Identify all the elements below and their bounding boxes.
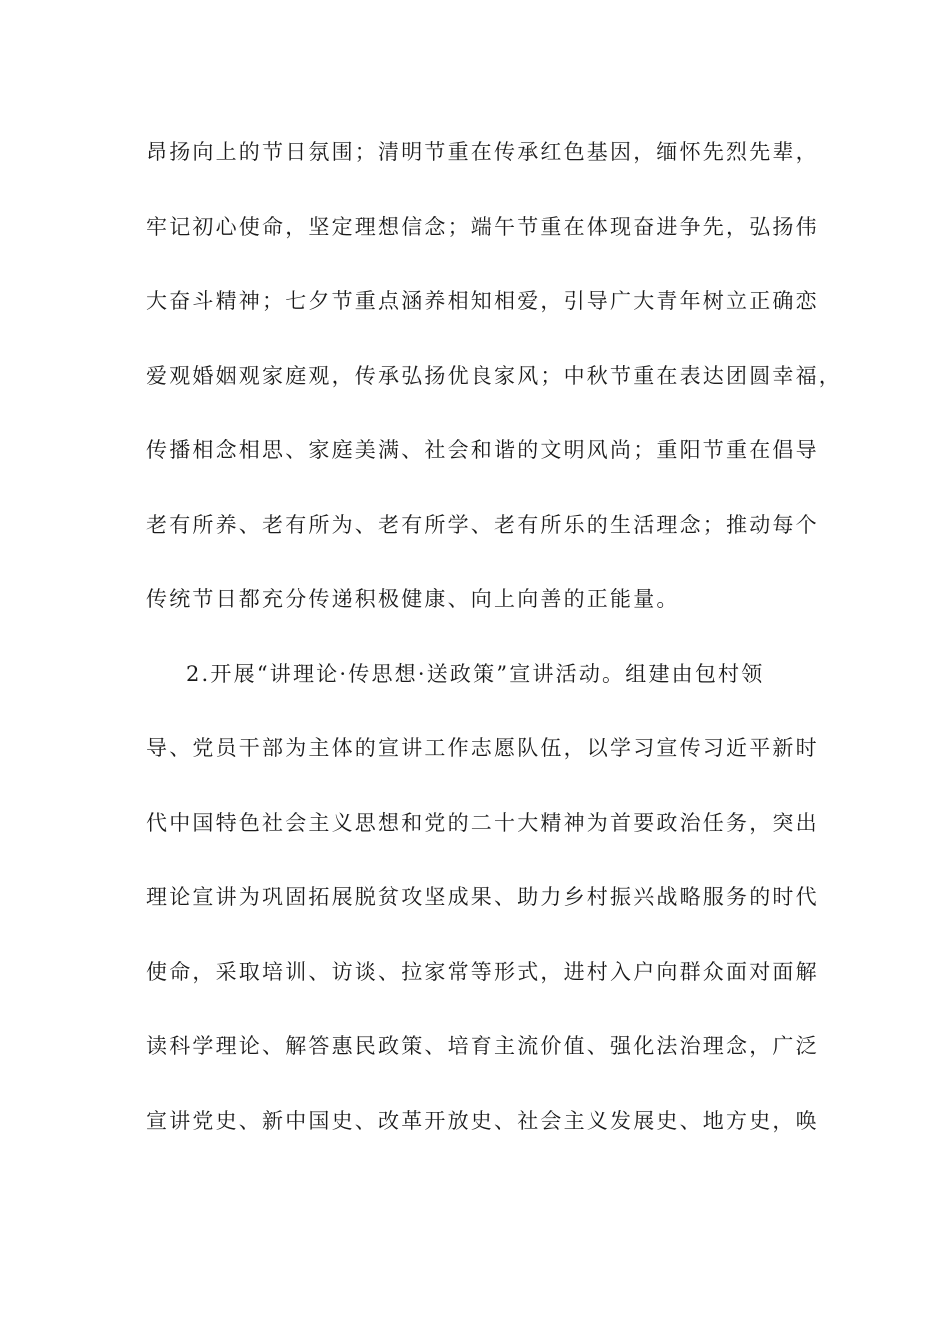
paragraph-line: 读科学理论、解答惠民政策、培育主流价值、强化法治理念，广泛	[146, 1034, 819, 1058]
paragraph-first-line: 2.开展“讲理论·传思想·送政策”宣讲活动。组建由包村领	[186, 662, 765, 686]
paragraph-line: 导、党员干部为主体的宣讲工作志愿队伍，以学习宣传习近平新时	[146, 736, 819, 760]
paragraph-line: 传统节日都充分传递积极健康、向上向善的正能量。	[146, 587, 680, 611]
paragraph-line: 牢记初心使命，坚定理想信念；端午节重在体现奋进争先，弘扬伟	[146, 215, 819, 239]
paragraph-line: 理论宣讲为巩固拓展脱贫攻坚成果、助力乡村振兴战略服务的时代	[146, 885, 819, 909]
paragraph-line: 使命，采取培训、访谈、拉家常等形式，进村入户向群众面对面解	[146, 960, 819, 984]
paragraph-line: 爱观婚姻观家庭观，传承弘扬优良家风；中秋节重在表达团圆幸福，	[146, 364, 842, 388]
paragraph-line: 传播相念相思、家庭美满、社会和谐的文明风尚；重阳节重在倡导	[146, 438, 819, 462]
paragraph-line: 昂扬向上的节日氛围；清明节重在传承红色基因，缅怀先烈先辈，	[146, 140, 819, 164]
paragraph-line: 代中国特色社会主义思想和党的二十大精神为首要政治任务，突出	[146, 811, 819, 835]
paragraph-line: 宣讲党史、新中国史、改革开放史、社会主义发展史、地方史，唤	[146, 1109, 819, 1133]
paragraph-line: 老有所养、老有所为、老有所学、老有所乐的生活理念；推动每个	[146, 513, 819, 537]
paragraph-line: 大奋斗精神；七夕节重点涵养相知相爱，引导广大青年树立正确恋	[146, 289, 819, 313]
